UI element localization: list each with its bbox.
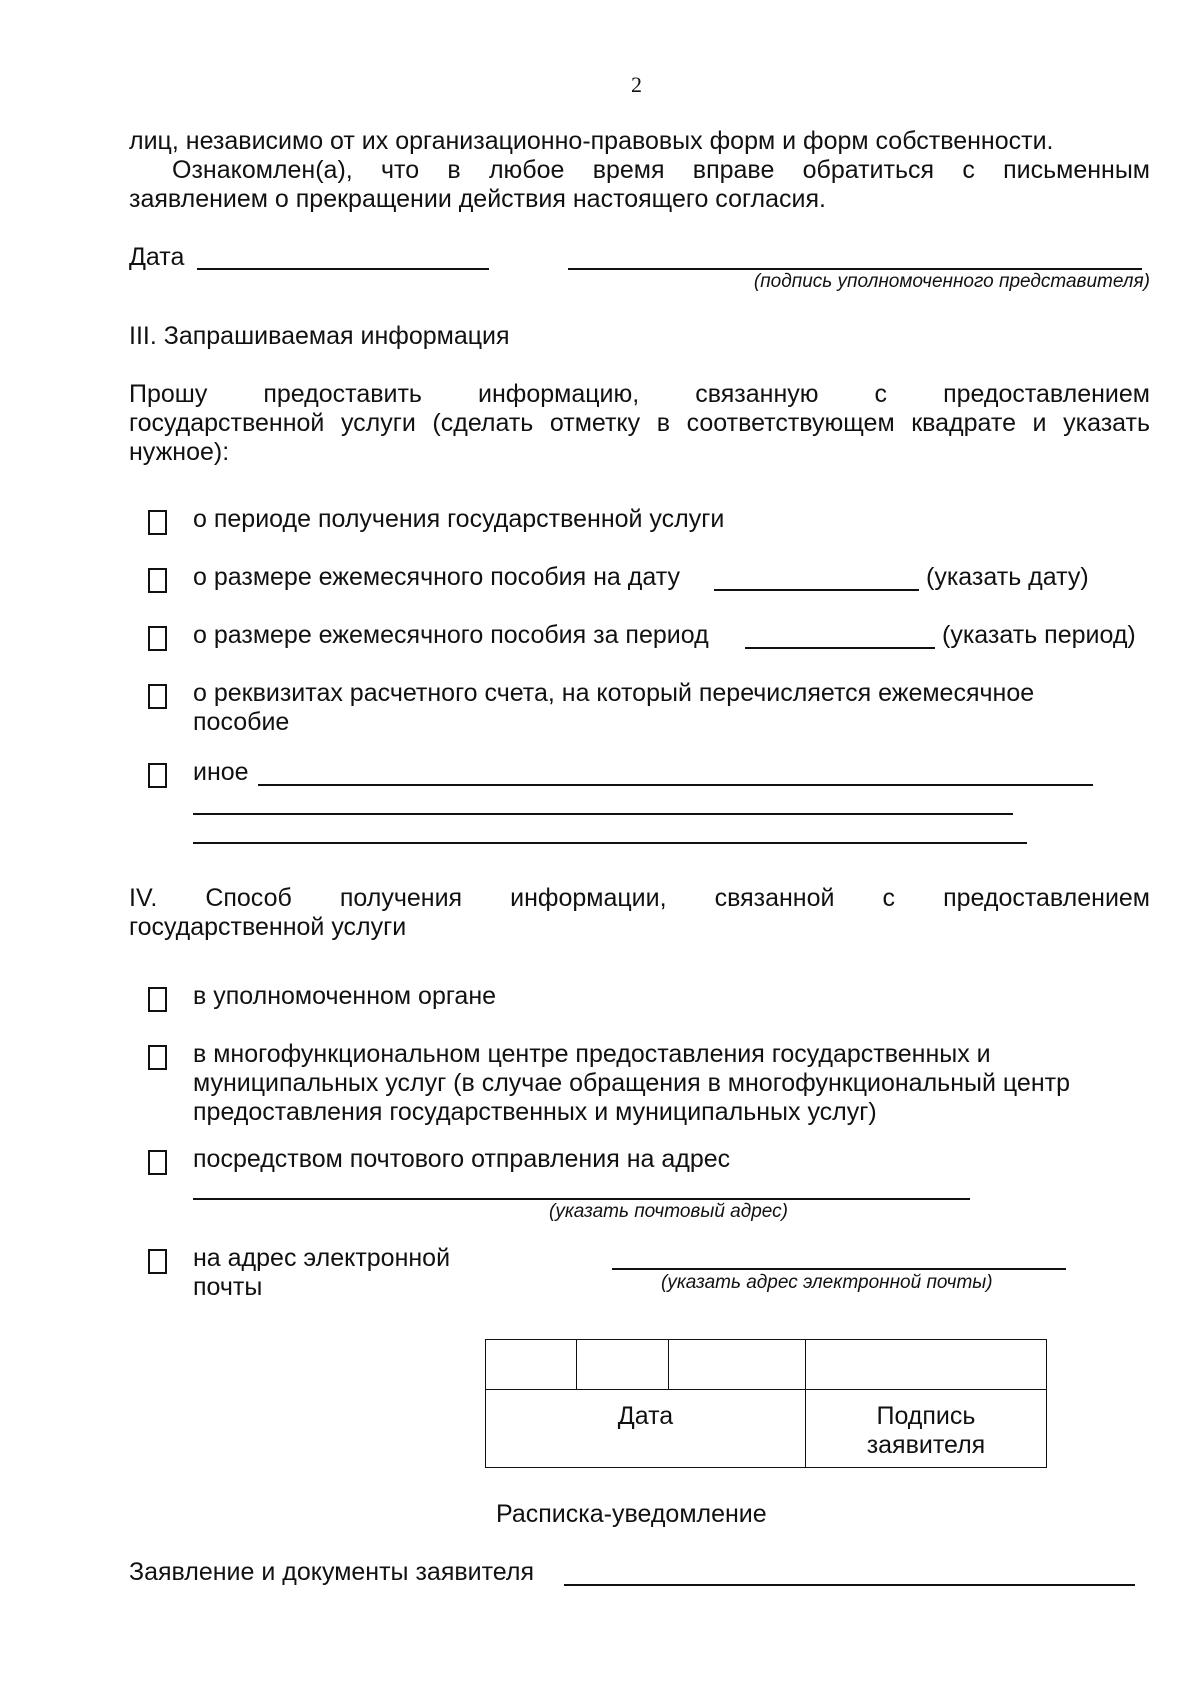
amount-period-field-line[interactable] — [745, 647, 935, 649]
method-email-line-2: почты — [193, 1273, 263, 1301]
signature-cell[interactable] — [805, 1340, 1046, 1390]
intro-line-1: лиц, независимо от их организационно-правовых форм и форм собственности. — [129, 127, 1054, 155]
signature-field-line[interactable] — [568, 268, 1142, 270]
method-mfc-line-3: предоставления государственных и муниципальных услуг) — [193, 1098, 877, 1126]
checkbox-other[interactable] — [148, 763, 167, 788]
item-bank-details-line-1: о реквизитах расчетного счета, на который перечисляется ежемесячное — [193, 679, 1035, 707]
table-signature-label-line-1: Подпись — [876, 1402, 976, 1430]
postal-address-field-line[interactable] — [193, 1198, 970, 1200]
checkbox-postal[interactable] — [148, 1150, 167, 1175]
method-authorized-body-label: в уполномоченном органе — [193, 982, 497, 1010]
date-field-line[interactable] — [197, 268, 489, 270]
other-field-line-2[interactable] — [193, 813, 1013, 815]
checkbox-bank-details[interactable] — [148, 684, 167, 709]
other-field-line-3[interactable] — [193, 842, 1027, 844]
receipt-title: Расписка-уведомление — [496, 1500, 767, 1528]
intro-line-3: заявлением о прекращении действия настоящего согласия. — [129, 185, 826, 213]
method-email-line-1: на адрес электронной — [193, 1244, 451, 1272]
email-address-field-line[interactable] — [612, 1268, 1066, 1270]
date-cell-2[interactable] — [577, 1340, 668, 1390]
item-amount-for-period-suffix: (указать период) — [942, 621, 1136, 649]
checkbox-period[interactable] — [148, 510, 167, 535]
item-amount-on-date-suffix: (указать дату) — [926, 563, 1089, 591]
postal-address-caption: (указать почтовый адрес) — [549, 1201, 788, 1222]
checkbox-mfc[interactable] — [148, 1045, 167, 1070]
receipt-statement-field-line[interactable] — [564, 1584, 1135, 1586]
request-line-1: Прошу предоставить информацию, связанную с предоставлением — [129, 380, 1150, 408]
request-line-2: государственной услуги (сделать отметку в соответствующем квадрате и указать — [129, 409, 1150, 437]
item-period-label: о периоде получения государственной услуги — [193, 505, 725, 533]
table-date-label: Дата — [486, 1390, 806, 1468]
page-number: 2 — [631, 72, 642, 97]
table-signature-label — [805, 1390, 1046, 1468]
receipt-statement-label: Заявление и документы заявителя — [129, 1558, 534, 1586]
amount-date-field-line[interactable] — [714, 589, 919, 591]
method-mfc-line-1: в многофункциональном центре предоставления государственных и — [193, 1040, 991, 1068]
other-field-line-1[interactable] — [258, 784, 1093, 786]
checkbox-authorized-body[interactable] — [148, 987, 167, 1012]
date-label: Дата — [129, 243, 185, 271]
section-4-heading-line-2: государственной услуги — [129, 913, 407, 941]
date-cell-3[interactable] — [668, 1340, 805, 1390]
item-amount-for-period-label: о размере ежемесячного пособия за период — [193, 621, 709, 649]
signature-caption: (подпись уполномоченного представителя) — [753, 271, 1150, 292]
intro-line-2: Ознакомлен(а), что в любое время вправе обратиться с письменным — [172, 156, 1150, 184]
checkbox-email[interactable] — [148, 1249, 167, 1274]
item-other-label: иное — [193, 758, 249, 786]
email-address-caption: (указать адрес электронной почты) — [661, 1272, 993, 1293]
signature-table — [485, 1339, 1047, 1468]
date-cell-1[interactable] — [486, 1340, 577, 1390]
method-mfc-line-2: муниципальных услуг (в случае обращения в многофункциональный центр — [193, 1069, 1070, 1097]
checkbox-amount-on-date[interactable] — [148, 568, 167, 593]
request-line-3: нужное): — [129, 438, 230, 466]
item-amount-on-date-label: о размере ежемесячного пособия на дату — [193, 563, 680, 591]
section-4-heading-line-1: IV. Способ получения информации, связанной с предоставлением — [129, 884, 1150, 912]
table-signature-label-line-2: заявителя — [866, 1431, 986, 1459]
checkbox-amount-for-period[interactable] — [148, 626, 167, 651]
item-bank-details-line-2: пособие — [193, 708, 290, 736]
section-3-heading: III. Запрашиваемая информация — [129, 322, 510, 350]
method-postal-label: посредством почтового отправления на адрес — [193, 1145, 731, 1173]
